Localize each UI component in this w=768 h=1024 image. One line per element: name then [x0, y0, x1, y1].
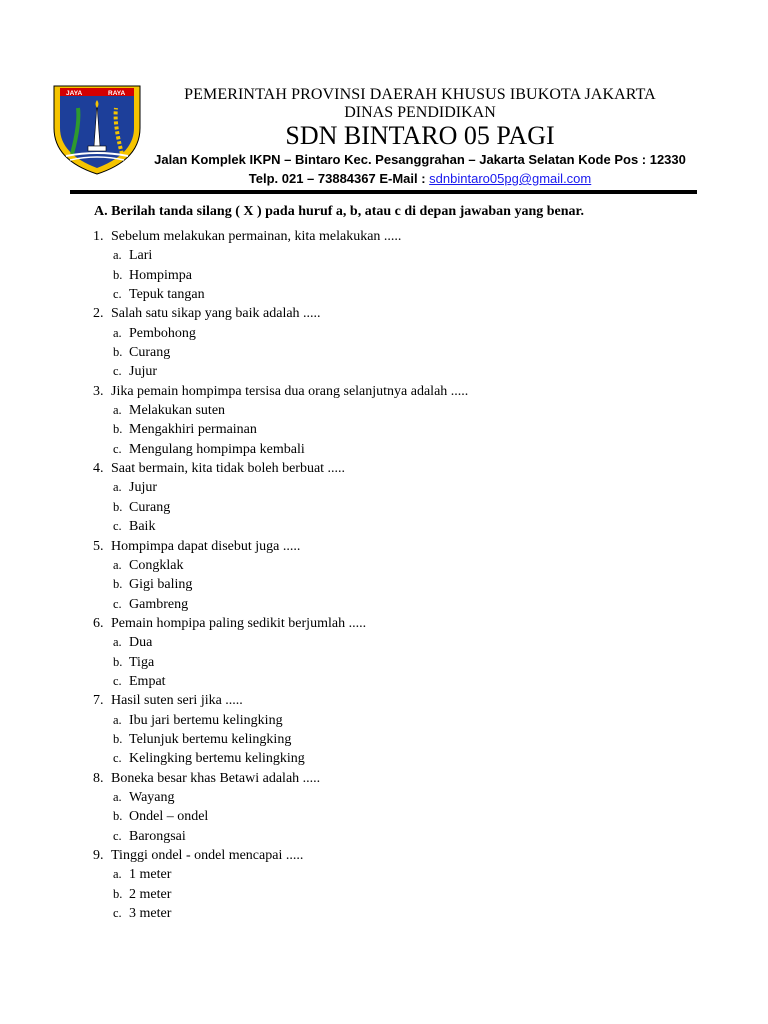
contact-line	[140, 171, 700, 186]
option-text: Wayang	[129, 789, 175, 805]
option-text: Barongsai	[129, 828, 186, 844]
question-number: 5.	[93, 538, 104, 554]
option-text: Curang	[129, 345, 171, 361]
email-link[interactable]: sdnbintaro05pg@gmail.com	[429, 171, 592, 186]
option-4a[interactable]	[93, 478, 713, 497]
option-2c[interactable]	[93, 362, 713, 381]
option-letter: c.	[113, 673, 122, 688]
option-letter: a.	[113, 557, 122, 572]
question-5	[93, 537, 713, 556]
option-letter: b.	[113, 731, 123, 746]
question-text: Boneka besar khas Betawi adalah .....	[111, 770, 321, 786]
option-letter: c.	[113, 596, 122, 611]
option-letter: a.	[113, 325, 122, 340]
option-text: Jujur	[129, 364, 157, 380]
option-text: 3 meter	[129, 906, 172, 922]
question-3	[93, 382, 713, 401]
option-text: Congklak	[129, 557, 184, 573]
logo-text-right: RAYA	[108, 90, 126, 97]
question-2	[93, 304, 713, 323]
option-2a[interactable]	[93, 324, 713, 343]
question-number: 7.	[93, 693, 104, 709]
option-letter: a.	[113, 248, 122, 263]
option-text: Baik	[129, 519, 156, 535]
question-number: 4.	[93, 461, 104, 477]
option-letter: b.	[113, 809, 123, 824]
department-name: DINAS PENDIDIKAN	[344, 104, 496, 121]
option-letter: b.	[113, 422, 123, 437]
option-text: 1 meter	[129, 867, 172, 883]
school-name: SDN BINTARO 05 PAGI	[285, 121, 555, 150]
option-letter: c.	[113, 751, 122, 766]
question-1	[93, 227, 713, 246]
school-address: Jalan Komplek IKPN – Bintaro Kec. Pesanggrahan – Jakarta Selatan Kode Pos : 12330	[154, 152, 686, 167]
option-6a[interactable]	[93, 633, 713, 652]
option-2b[interactable]	[93, 343, 713, 362]
option-6b[interactable]	[93, 653, 713, 672]
question-text: Jika pemain hompimpa tersisa dua orang selanjutnya adalah .....	[111, 383, 469, 399]
option-1c[interactable]	[93, 285, 713, 304]
option-8a[interactable]	[93, 788, 713, 807]
option-9c[interactable]	[93, 904, 713, 923]
option-letter: c.	[113, 287, 122, 302]
option-1b[interactable]	[93, 266, 713, 285]
option-letter: c.	[113, 519, 122, 534]
option-3c[interactable]	[93, 440, 713, 459]
jakarta-emblem-logo	[52, 84, 142, 176]
question-9	[93, 846, 713, 865]
option-text: Melakukan suten	[129, 403, 226, 419]
option-letter: a.	[113, 712, 122, 727]
option-letter: a.	[113, 789, 122, 804]
option-letter: a.	[113, 635, 122, 650]
option-4b[interactable]	[93, 498, 713, 517]
government-name: PEMERINTAH PROVINSI DAERAH KHUSUS IBUKOTA JAKARTA	[184, 86, 656, 103]
instruction-heading: A. Berilah tanda silang ( X ) pada huruf a, b, atau c di depan jawaban yang benar.	[94, 204, 584, 219]
option-7a[interactable]	[93, 711, 713, 730]
option-7b[interactable]	[93, 730, 713, 749]
question-text: Hompimpa dapat disebut juga .....	[111, 538, 301, 554]
option-letter: b.	[113, 345, 123, 360]
option-letter: c.	[113, 364, 122, 379]
option-letter: c.	[113, 828, 122, 843]
option-letter: c.	[113, 906, 122, 921]
option-5b[interactable]	[93, 575, 713, 594]
option-text: Tiga	[129, 654, 155, 670]
logo-text-left: JAYA	[66, 90, 83, 97]
option-text: Lari	[129, 248, 153, 264]
question-number: 1.	[93, 229, 104, 244]
option-3b[interactable]	[93, 420, 713, 439]
option-text: Jujur	[129, 480, 157, 496]
option-letter: a.	[113, 403, 122, 418]
question-8	[93, 769, 713, 788]
option-7c[interactable]	[93, 749, 713, 768]
option-4c[interactable]	[93, 517, 713, 536]
option-text: Mengakhiri permainan	[129, 422, 257, 438]
option-letter: a.	[113, 867, 122, 882]
question-number: 9.	[93, 848, 104, 863]
option-text: Curang	[129, 499, 171, 515]
question-number: 3.	[93, 383, 104, 399]
option-text: Dua	[129, 635, 153, 651]
option-text: Ondel – ondel	[129, 809, 209, 825]
option-3a[interactable]	[93, 401, 713, 420]
option-letter: a.	[113, 480, 122, 495]
option-letter: b.	[113, 654, 123, 669]
option-text: Ibu jari bertemu kelingking	[129, 712, 283, 728]
question-number: 8.	[93, 770, 104, 786]
option-8c[interactable]	[93, 827, 713, 846]
option-text: Tepuk tangan	[129, 287, 205, 303]
option-text: Gambreng	[129, 596, 189, 612]
option-8b[interactable]	[93, 807, 713, 826]
question-7	[93, 691, 713, 710]
question-text: Pemain hompipa paling sedikit berjumlah .....	[111, 615, 367, 631]
option-text: Telunjuk bertemu kelingking	[129, 731, 292, 747]
option-text: Mengulang hompimpa kembali	[129, 441, 305, 457]
question-list	[93, 227, 713, 923]
question-text: Salah satu sikap yang baik adalah .....	[111, 306, 321, 322]
question-text: Saat bermain, kita tidak boleh berbuat .....	[111, 461, 346, 477]
option-1a[interactable]	[93, 246, 713, 265]
option-text: Pembohong	[129, 325, 196, 341]
question-6	[93, 614, 713, 633]
question-number: 6.	[93, 615, 104, 631]
question-text: Hasil suten seri jika .....	[111, 693, 243, 709]
option-letter: b.	[113, 267, 123, 282]
question-text: Tinggi ondel - ondel mencapai .....	[111, 848, 304, 863]
question-4	[93, 459, 713, 478]
option-6c[interactable]	[93, 672, 713, 691]
option-text: Hompimpa	[129, 267, 192, 283]
option-5c[interactable]	[93, 595, 713, 614]
question-number: 2.	[93, 306, 104, 322]
option-letter: b.	[113, 499, 123, 514]
option-text: 2 meter	[129, 886, 172, 902]
option-9a[interactable]	[93, 865, 713, 884]
option-letter: b.	[113, 577, 123, 592]
option-text: Empat	[129, 673, 166, 689]
option-letter: c.	[113, 441, 122, 456]
option-text: Kelingking bertemu kelingking	[129, 751, 305, 767]
question-text: Sebelum melakukan permainan, kita melakukan .....	[111, 229, 402, 244]
option-9b[interactable]	[93, 885, 713, 904]
header-divider	[70, 190, 697, 194]
option-letter: b.	[113, 886, 123, 901]
option-text: Gigi baling	[129, 577, 193, 593]
phone-label: Telp. 021 – 73884367 E-Mail :	[248, 171, 430, 186]
option-5a[interactable]	[93, 556, 713, 575]
